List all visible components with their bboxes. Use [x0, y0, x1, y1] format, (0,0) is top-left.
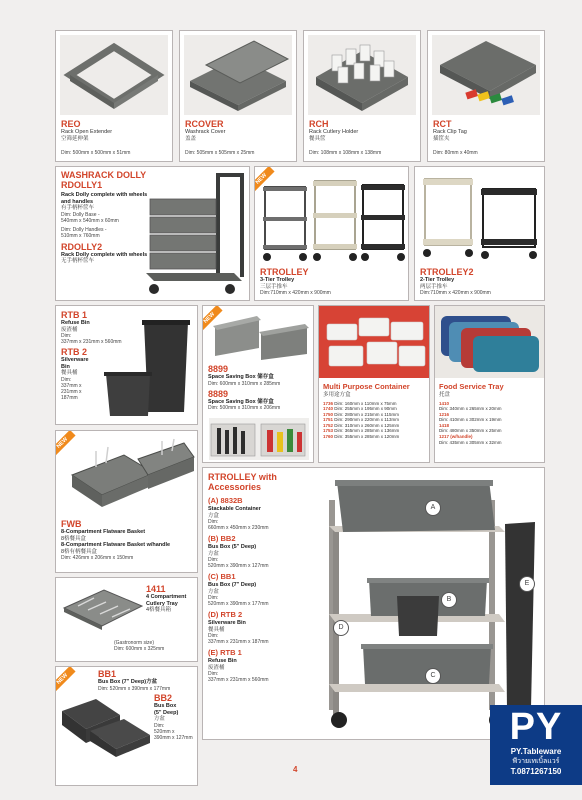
- product-code: 1411: [146, 584, 166, 594]
- logo-brand: PY.Tableware: [510, 747, 562, 756]
- product-code: RDOLLY2: [61, 241, 103, 252]
- product-card-reo[interactable]: [55, 30, 173, 162]
- product-name: Washrack Cover: [185, 129, 226, 135]
- dimension-row: 1418 Dim: 480mm x 350mm x 25mm: [439, 422, 502, 434]
- product-card-fwb[interactable]: [55, 430, 198, 573]
- new-badge: NEW: [55, 430, 75, 456]
- accessory-item: (E) RTB 1 Refuse Bin 废渣桶 Dim: 337mm x 231mm x 560mm: [208, 648, 269, 683]
- product-name: Rack Dolly complete with wheels and handles: [61, 192, 148, 205]
- dimension-row: 1216 Dim: 410mm x 302mm x 19mm: [439, 411, 502, 423]
- product-card-rct[interactable]: [427, 30, 545, 162]
- trays-image: [435, 306, 545, 378]
- product-dimensions: 520mm x: [154, 728, 175, 735]
- product-name: Rack Dolly complete with wheels: [61, 251, 148, 258]
- callout-c: C: [425, 668, 441, 684]
- product-name-cn: 盖盖: [185, 135, 197, 142]
- product-dimensions: 337mm x 231mm x 560mm: [61, 339, 122, 345]
- product-name: Rack Clip Tag: [433, 129, 467, 135]
- section-title: Food Service Tray: [439, 382, 504, 391]
- new-badge: NEW: [254, 166, 274, 192]
- product-name-cn: 插筐夹: [433, 135, 450, 142]
- callout-a: A: [425, 500, 441, 516]
- product-dimensions: Dim: 505mm x 505mm x 25mm: [185, 150, 255, 156]
- section-title: Multi Purpose Container: [323, 382, 410, 391]
- product-code: 8889: [208, 388, 229, 399]
- product-card-washrack-dolly[interactable]: [55, 166, 250, 301]
- page-number: 4: [293, 765, 298, 774]
- product-card-bus-box[interactable]: [55, 666, 198, 786]
- product-code: BB2: [154, 693, 173, 703]
- washrack-cover-image: [184, 35, 292, 115]
- section-title: Accessories: [208, 482, 262, 492]
- product-name: Bin: [61, 363, 70, 370]
- product-name: Cutlery Tray: [146, 600, 178, 607]
- product-name-cn: 两层手推车: [420, 283, 448, 290]
- product-code: RTB 1: [61, 310, 88, 320]
- product-name: 8-Compartment Flatware Basket w/handle: [61, 542, 171, 548]
- dimension-row: 1740 Dim: 255mm x 195mm x 90mm: [323, 406, 397, 412]
- new-badge: NEW: [202, 305, 222, 331]
- product-dimensions: Dim:710mm x 420mm x 900mm: [260, 290, 331, 296]
- product-dimensions: 390mm x 127mm: [154, 734, 193, 741]
- product-name: Rack Open Extender: [61, 129, 113, 135]
- product-dimensions: 540mm x 540mm x 60mm: [61, 217, 119, 224]
- cutlery-holder-image: [308, 35, 416, 115]
- rack-extender-image: [60, 35, 168, 115]
- product-name-cn: 餐具桶: [61, 370, 78, 376]
- product-name: Rack Cutlery Holder: [309, 129, 359, 135]
- product-note: (Gastronorm size): [114, 640, 155, 646]
- product-dimensions: Dim: 500mm x 500mm x 51mm: [61, 150, 131, 156]
- product-code: RTB 2: [61, 347, 88, 357]
- product-name: Space Saving Box 储存盒: [208, 374, 274, 380]
- product-name-cn: 无手柄杯筐车: [61, 258, 95, 264]
- product-dimensions: Dim: Dolly Base -: [61, 211, 100, 218]
- rack-dolly-image: [144, 169, 248, 299]
- product-card-rch[interactable]: [303, 30, 421, 162]
- product-name: Space Saving Box 储存盒: [208, 398, 274, 405]
- product-dimensions: Dim: 426mm x 206mm x 150mm: [61, 555, 134, 561]
- product-name: Bus Box (7" Deep)方盆: [98, 679, 158, 685]
- storage-bottles-image: [209, 418, 309, 460]
- three-tier-trolley-image: [259, 173, 407, 267]
- product-card-rtrolley[interactable]: [254, 166, 409, 301]
- product-dimensions: 337mm x: [61, 382, 82, 389]
- containers-image: [319, 306, 430, 378]
- product-name-cn: 4格餐具箱: [146, 607, 172, 613]
- product-name: 4 Compartment: [146, 594, 187, 600]
- product-name-cn: 方盆: [154, 716, 166, 722]
- product-name-cn: 废渣桶: [61, 326, 78, 333]
- product-card-refuse-bin[interactable]: [55, 305, 198, 425]
- accessory-item: (A) 8832B Stackable Container 方盒 Dim: 660mm x 450mm x 230mm: [208, 496, 269, 531]
- product-card-1411[interactable]: [55, 577, 198, 662]
- product-code: REO: [61, 119, 81, 129]
- product-card-rtrolley2[interactable]: [414, 166, 545, 301]
- product-dimensions: 231mm x: [61, 388, 82, 395]
- callout-d: D: [333, 620, 349, 636]
- brand-logo: [490, 705, 582, 785]
- dimension-row: 1752 Dim: 310mm x 260mm x 125mm: [323, 422, 400, 428]
- new-badge: NEW: [55, 666, 75, 692]
- product-dimensions: Dim: Dolly Handles -: [61, 226, 107, 233]
- product-dimensions: Dim: 500mm x 310mm x 206mm: [208, 405, 281, 411]
- product-name-cn: 8格有柄餐具盒: [61, 548, 98, 555]
- product-code: RDOLLY1: [61, 180, 103, 190]
- flatware-basket-image: [66, 437, 196, 513]
- product-dimensions: Dim: 520mm x 390mm x 177mm: [98, 685, 171, 692]
- product-name: Refuse Bin: [61, 320, 90, 326]
- dimension-row: 1751 Dim: 290mm x 220mm x 113mm: [323, 417, 399, 423]
- product-card-space-saving-box[interactable]: [202, 305, 314, 463]
- product-card-rtrolley-accessories[interactable]: [202, 467, 545, 740]
- accessory-item: (C) BB1 Bus Box (7" Deep) 方盆 Dim: 520mm x 390mm x 177mm: [208, 572, 269, 607]
- bus-box-image: [60, 691, 152, 759]
- dimension-row: 1217 (w/handle) Dim: 435mm x 305mm x 32mm: [439, 434, 502, 445]
- two-tier-trolley-image: [419, 171, 543, 263]
- product-card-food-service-tray[interactable]: [434, 305, 545, 463]
- product-name: Silverware: [61, 357, 89, 363]
- product-code: RTROLLEY: [260, 267, 309, 277]
- product-dimensions: Dim: 600mm x 325mm: [114, 646, 165, 652]
- callout-b: B: [441, 592, 457, 608]
- product-name-cn: 餐具筐: [309, 135, 326, 142]
- product-dimensions: 187mm: [61, 394, 78, 401]
- product-card-multi-purpose-container[interactable]: [318, 305, 430, 463]
- product-code: BB1: [98, 669, 117, 679]
- callout-e: E: [519, 576, 535, 592]
- product-name: 2-Tier Trolley: [420, 277, 455, 283]
- product-code: 8899: [208, 364, 229, 374]
- product-dimensions: Dim:710mm x 420mm x 900mm: [420, 290, 491, 296]
- product-dimensions: Dim: 600mm x 310mm x 285mm: [208, 380, 281, 387]
- logo-mark: PY: [509, 706, 563, 748]
- trolley-accessories-image: [299, 476, 543, 738]
- product-dimensions: Dim:: [61, 333, 72, 339]
- product-code: RTROLLEY2: [420, 267, 474, 277]
- logo-thai: พีวายเทเบิ้ลแวร์: [512, 758, 560, 765]
- logo-phone: T.0871267150: [510, 767, 562, 776]
- space-saving-box-image: [209, 312, 311, 362]
- product-dimensions: Dim: 108mm x 108mm x 138mm: [309, 150, 382, 156]
- product-name: 3-Tier Trolley: [260, 277, 295, 283]
- product-name: Bus Box: [154, 703, 177, 709]
- dimension-row: 1750 Dim: 280mm x 215mm x 115mm: [323, 411, 399, 417]
- product-name-cn: 8格餐具盒: [61, 535, 87, 542]
- product-dimensions: 510mm x 760mm: [61, 232, 100, 239]
- dimension-row: 1410 Dim: 340mm x 265mm x 20mm: [439, 400, 502, 412]
- section-title: RTROLLEY with: [208, 472, 277, 482]
- dimension-row: 1760 Dim: 355mm x 285mm x 120mm: [323, 434, 400, 440]
- dimension-row: 1753 Dim: 365mm x 285mm x 136mm: [323, 428, 400, 434]
- accessory-item: (B) BB2 Bus Box (5" Deep) 方盆 Dim: 520mm x 390mm x 127mm: [208, 534, 269, 569]
- product-dimensions: Dim:: [61, 376, 72, 383]
- dimension-row: 1736 Dim: 160mm x 110mm x 75mm: [323, 400, 397, 406]
- product-name: (5" Deep): [154, 709, 179, 716]
- product-code: RCT: [433, 119, 452, 129]
- product-dimensions: Dim:: [154, 722, 165, 729]
- accessory-item: (D) RTB 2 Silverware Bin 餐具桶 Dim: 337mm x 231mm x 187mm: [208, 610, 269, 645]
- product-name: 8-Compartment Flatware Basket: [61, 529, 146, 535]
- product-name-cn: 三层手推车: [260, 283, 288, 290]
- product-dimensions: Dim: 80mm x 40mm: [433, 150, 478, 156]
- product-card-rcover[interactable]: [179, 30, 297, 162]
- clip-tag-image: [432, 35, 540, 115]
- product-code: FWB: [61, 519, 82, 529]
- product-name-cn: 空筛延伸架: [61, 135, 89, 142]
- product-name-cn: 多用途方盒: [323, 392, 351, 398]
- product-code: RCOVER: [185, 119, 224, 129]
- product-name-cn: 托盘: [439, 392, 451, 398]
- product-name-cn: 有手柄杯筐车: [61, 205, 95, 211]
- product-code: RCH: [309, 119, 329, 129]
- cutlery-tray-image: [60, 584, 144, 632]
- product-code: WASHRACK DOLLY: [61, 170, 147, 180]
